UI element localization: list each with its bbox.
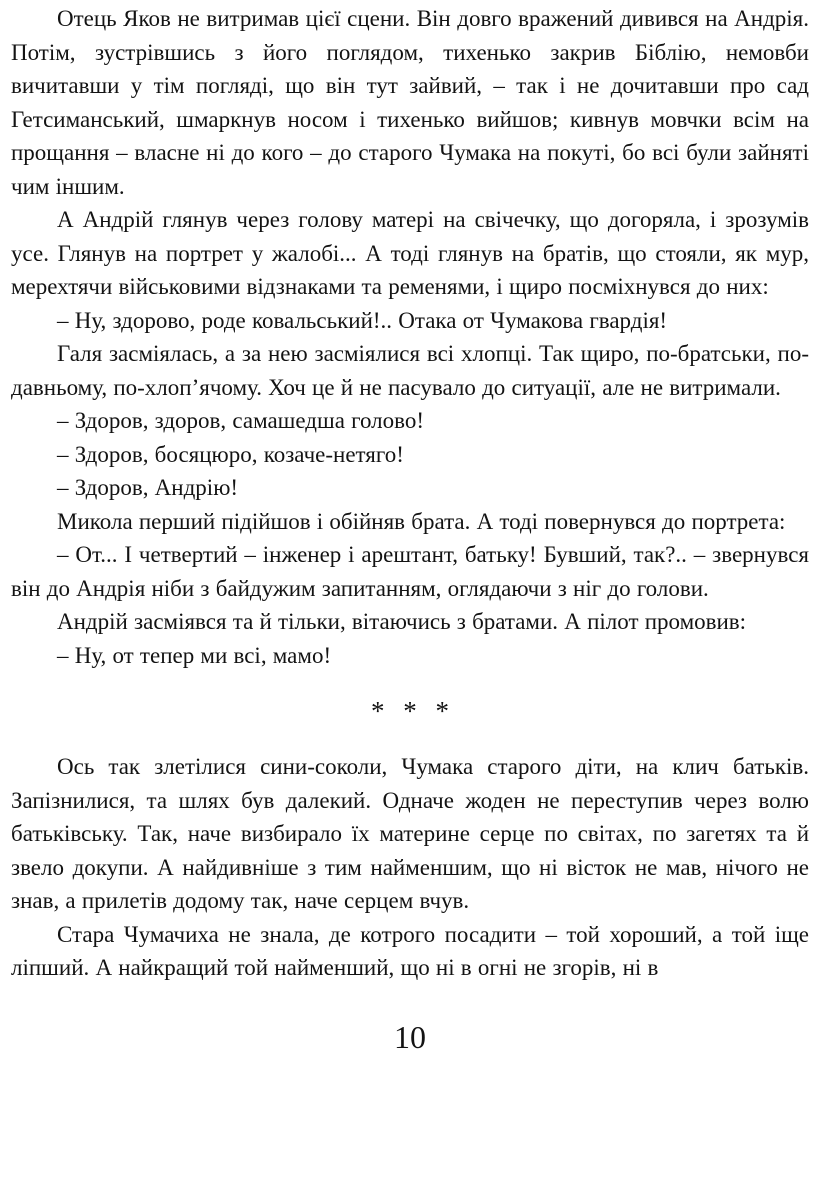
paragraph: А Андрій глянув через голову матері на свічечку, що догоряла, і зрозумів усе. Глянув на портрет у жалобі... А тоді глянув на братів, що стояли, як мур, мерехтячи військовими відзнаками та ременями, і щиро посміхнувся до них: <box>11 207 809 299</box>
dialogue-line: – От... І четвертий – інженер і арештант, батьку! Бувший, так?.. – звернувся він до Андрія ніби з байдужим запитанням, оглядаючи з ніг до голови. <box>11 542 809 601</box>
paragraph: Ось так злетілися сини-соколи, Чумака старого діти, на клич батьків. Запізнилися, та шлях був далекий. Одначе жоден не переступив через волю батьківську. Так, наче визбирало їх материне серце по світах, по загетях та й звело докупи. А найдивніше з тим найменшим, що ні вісток не мав, нічого не знав, а прилетів додому так, наче серцем вчув. <box>11 754 809 913</box>
dialogue-line: – Здоров, босяцюро, козаче-нетяго! <box>57 441 404 467</box>
paragraph: Отець Яков не витримав цієї сцени. Він довго вражений дивився на Андрія. Потім, зустрівшись з його поглядом, тихенько закрив Біблію, немовби вичитавши у тім погляді, що він тут зайвий, – так і не дочитавши про сад Гетсиманський, шмаркнув носом і тихенько вийшов; кивнув мовчки всім на прощання – власне ні до кого – до старого Чумака на покуті, бо всі були зайняті чим іншим. <box>11 6 809 199</box>
paragraph: Андрій засміявся та й тільки, вітаючись з братами. А пілот промовив: <box>57 609 747 634</box>
dialogue-line: – Здоров, здоров, самашедша голово! <box>57 408 425 433</box>
section-separator: * * * <box>371 695 455 726</box>
page-number: 10 <box>394 1018 426 1055</box>
paragraph: Стара Чумачиха не знала, де котрого посадити – той хороший, а той іще ліпший. А найкращий той найменший, що ні в огні не згорів, ні в <box>11 921 809 980</box>
paragraph: Микола перший підійшов і обійняв брата. А тоді повернувся до портрета: <box>57 508 786 534</box>
dialogue-line: – Здоров, Андрію! <box>57 475 239 500</box>
dialogue-line: – Ну, от тепер ми всі, мамо! <box>57 642 332 668</box>
dialogue-line: – Ну, здорово, роде ковальський!.. Отака от Чумакова гвардія! <box>57 307 668 333</box>
paragraph: Галя засміялась, а за нею засміялися всі хлопці. Так щиро, по-братськи, по-давньому, по-хлоп’ячому. Хоч це й не пасувало до ситуації, але не витримали. <box>11 341 809 400</box>
